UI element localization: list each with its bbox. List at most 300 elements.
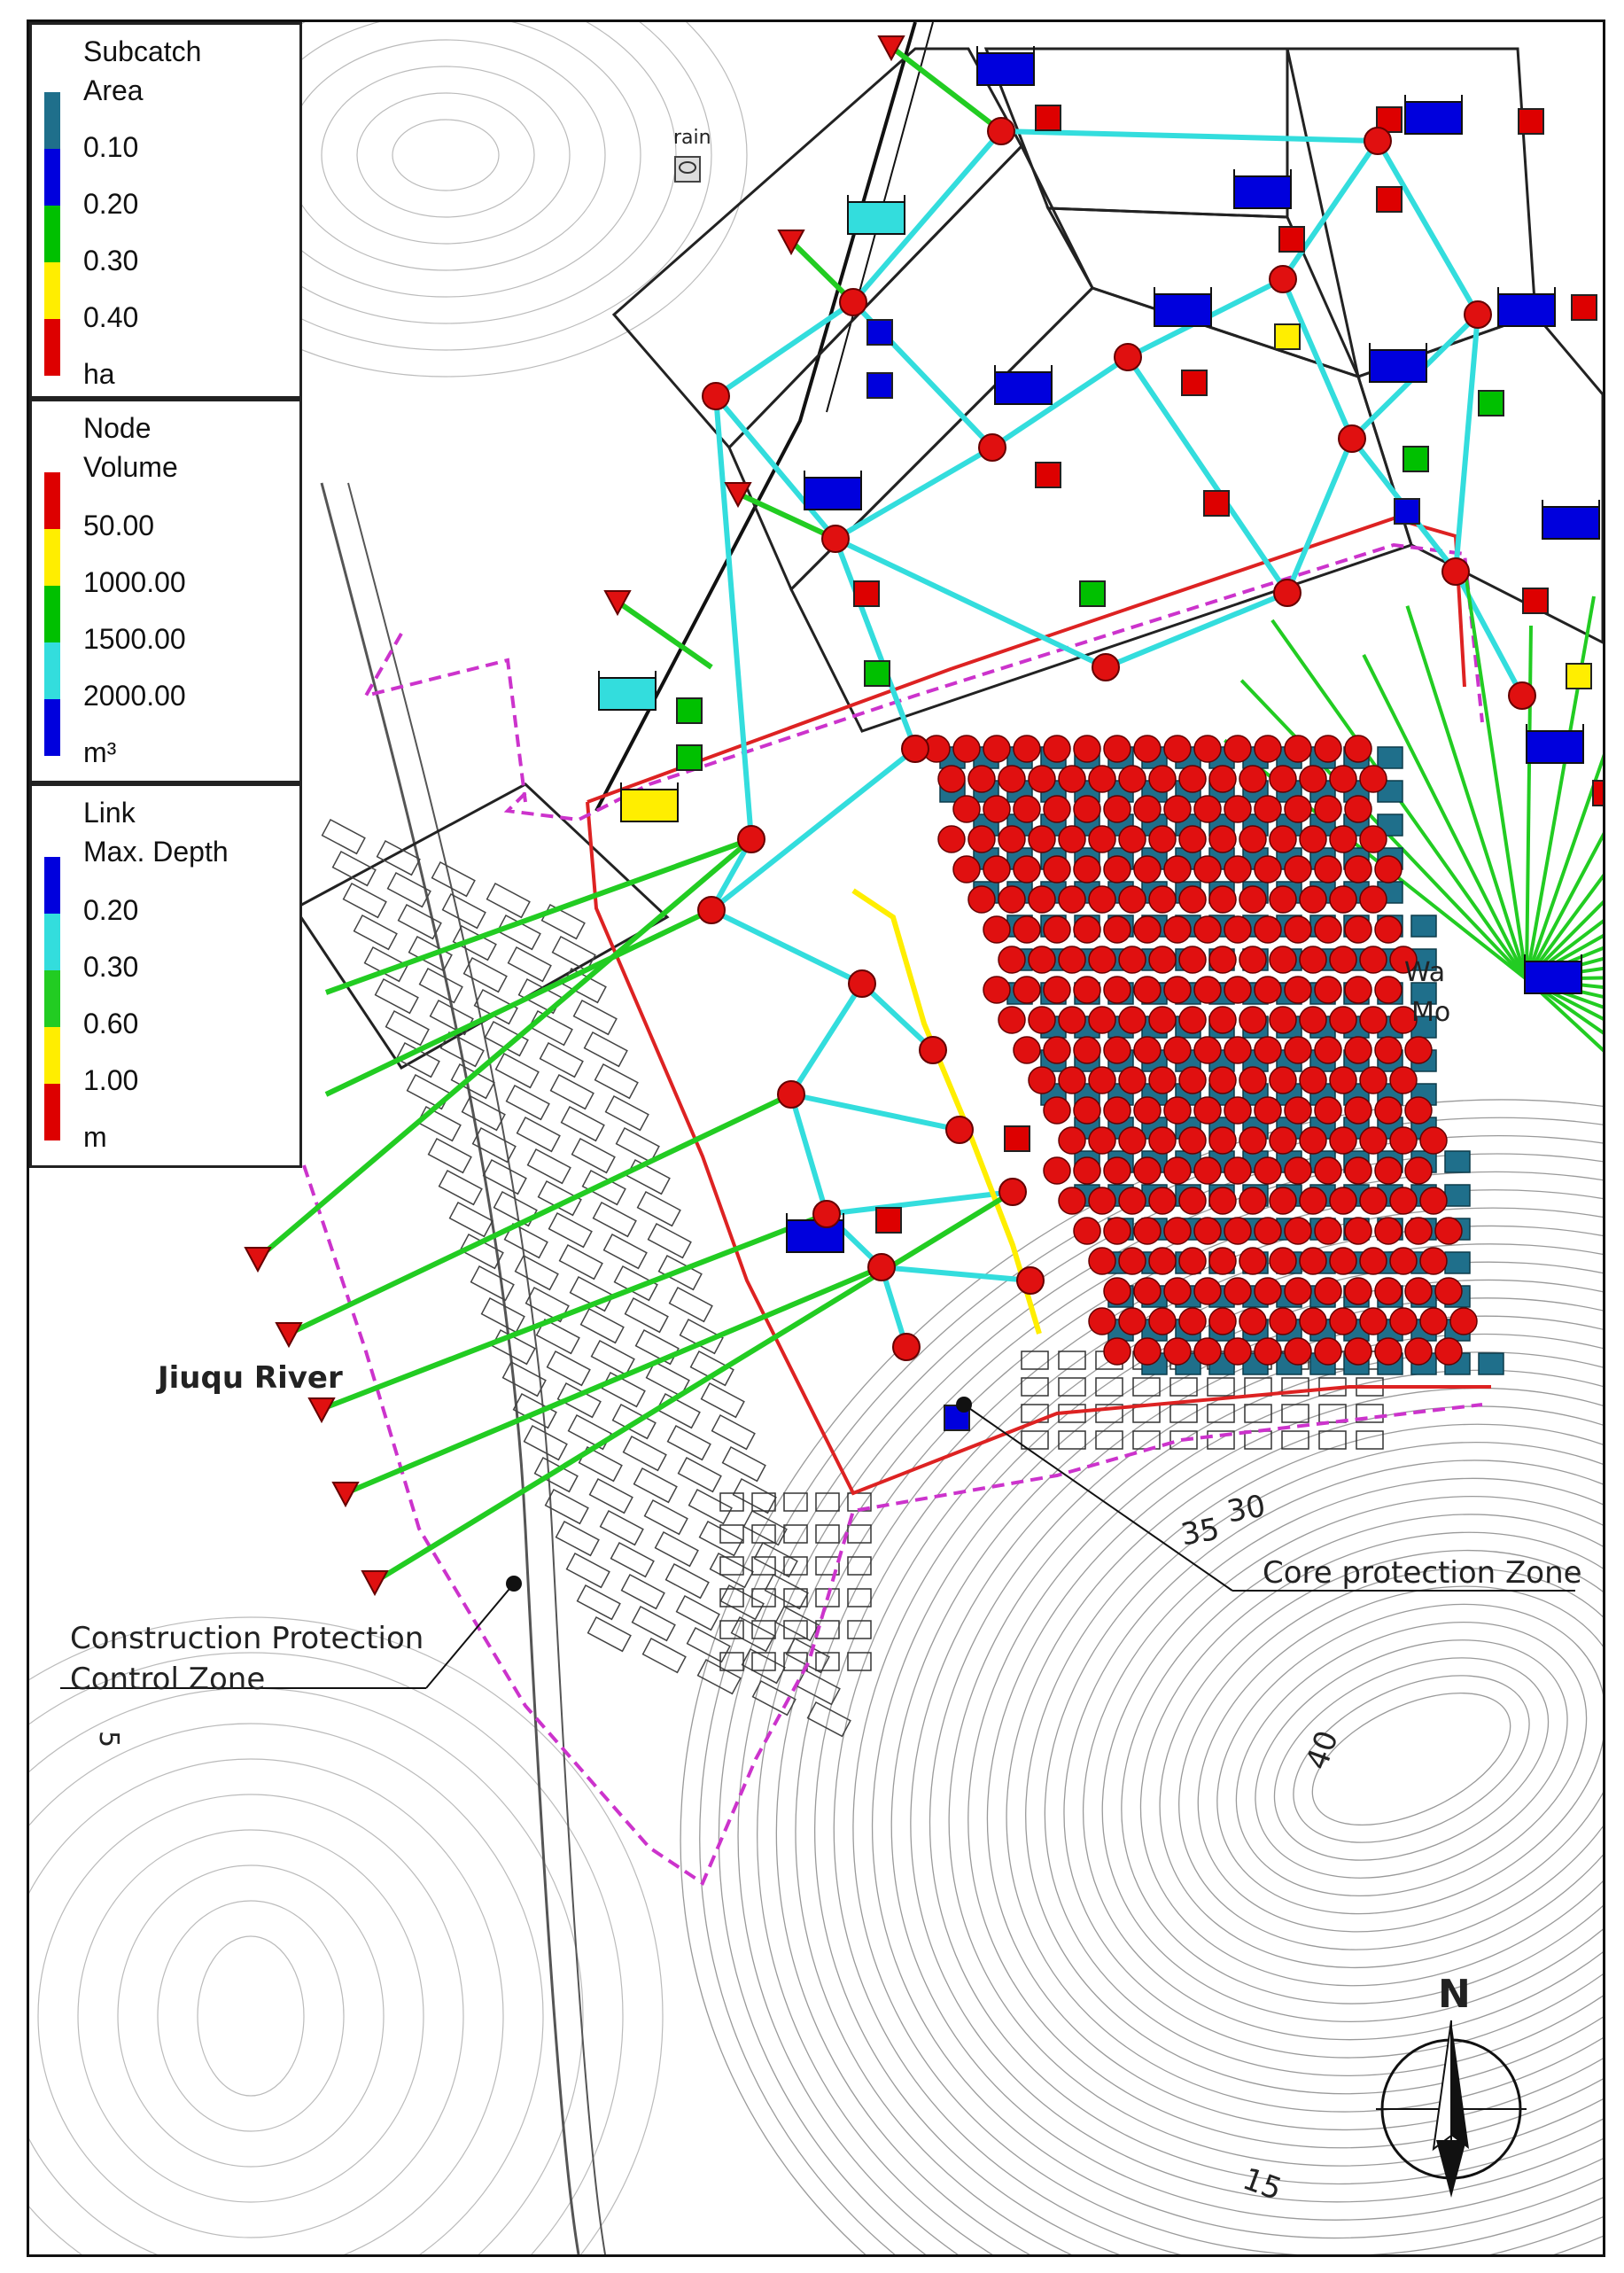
junction-node [1089,1067,1115,1094]
outfall-marker [362,1571,387,1594]
building [322,820,365,853]
green-conduit [326,910,711,1094]
legend-link-ramp [44,857,60,1140]
legend-node-title: Node [83,412,152,444]
junction-node [953,736,980,762]
junction-node [1104,1157,1131,1184]
junction-node [1315,736,1341,762]
junction-node [698,897,725,923]
north-label: N [1438,1972,1471,2017]
building [418,1107,461,1140]
junction-node [1315,916,1341,943]
junction-node [1044,736,1070,762]
subcatchment-square [1275,324,1300,349]
building [439,1171,482,1204]
junction-node [1339,425,1365,452]
junction-node [968,766,995,792]
subcatchment-square [1403,447,1428,471]
junction-node [1044,916,1070,943]
building [450,1203,493,1236]
junction-node [1014,856,1040,883]
junction-node [1119,1067,1146,1094]
junction-nodes [698,118,1535,1365]
contour-line [840,1228,1603,2254]
cyan-conduit [791,1094,960,1130]
junction-node [1089,1007,1115,1033]
green-conduit [346,1267,882,1493]
junction-node [1194,1218,1221,1244]
junction-node [1330,1007,1356,1033]
building [540,1043,583,1077]
contour-line [357,93,534,217]
green-conduit [1527,626,1531,979]
junction-node [1345,1218,1371,1244]
junction-node [1270,946,1296,973]
junction-node [1255,1338,1281,1365]
contour-label: 40 [1299,1725,1346,1775]
junction-node [1364,128,1391,154]
junction-node [1104,1097,1131,1124]
junction-node [1089,766,1115,792]
subcatchment-square [677,698,702,723]
junction-node [1164,916,1191,943]
building [712,1415,755,1449]
junction-node [1285,1338,1311,1365]
contour-line [198,1936,304,2096]
junction-node [1285,1218,1311,1244]
contour-line [286,40,605,270]
junction-node [1420,1308,1447,1335]
storage-unit [1234,176,1291,208]
legend-subcatch-title: Subcatch [83,35,202,67]
junction-node [1209,946,1236,973]
building [689,1490,732,1523]
construction-zone-label-line2: Control Zone [70,1662,266,1697]
junction-node [1179,766,1206,792]
legend-node-tick: 1500.00 [83,623,186,655]
junction-node [1104,796,1131,822]
green-conduit [326,839,751,992]
junction-node [1104,977,1131,1003]
outfall-marker [245,1248,270,1271]
building [720,1653,743,1670]
building [734,1479,776,1513]
cyan-conduit [1283,141,1378,279]
junction-node [1255,977,1281,1003]
junction-node [1149,1308,1176,1335]
junction-node [1285,736,1311,762]
building [752,1493,775,1511]
junction-node [1179,826,1206,852]
building [574,1000,617,1034]
block-outline [295,784,667,1068]
junction-node [1014,977,1040,1003]
building [643,1639,686,1672]
building [388,873,431,907]
building [484,1160,526,1194]
building [548,1351,590,1385]
junction-node [1255,1037,1281,1063]
building [702,1383,744,1417]
storage-unit [1498,294,1555,326]
subcatchment-square [1279,227,1304,252]
storage-unit [995,372,1052,404]
building [496,1054,539,1087]
junction-node [1330,1067,1356,1094]
subcatchment-square [1005,1126,1030,1151]
junction-node [998,946,1025,973]
contour-line [392,120,499,191]
contour-line [991,1374,1603,2144]
junction-node [1149,1248,1176,1274]
building [551,1075,594,1109]
legend-subcatch [29,22,302,399]
junction-node [1029,826,1055,852]
road-line [348,483,605,2254]
outfall-markers [245,36,904,1594]
building [590,1479,633,1513]
building [581,1309,624,1343]
junction-node [1330,886,1356,913]
building [1133,1378,1160,1396]
subcatchment-area [1445,1185,1470,1206]
junction-node [1285,1037,1311,1063]
building [649,1224,691,1257]
junction-node [1074,796,1100,822]
building [604,1234,647,1268]
building [595,1064,638,1098]
junction-node [1074,977,1100,1003]
subcatchment-area [1479,1353,1504,1374]
junction-node [1405,1338,1432,1365]
junction-node [1509,682,1535,709]
building [711,1553,753,1587]
contour-line [29,1759,503,2254]
contour-line [78,1830,423,2202]
junction-node [1330,1187,1356,1214]
junction-node [1315,977,1341,1003]
junction-node [968,826,995,852]
junction-node [1179,1127,1206,1154]
junction-node [1224,1097,1251,1124]
junction-node [1179,1308,1206,1335]
junction-node [1285,796,1311,822]
junction-node [1194,736,1221,762]
junction-node [1089,1187,1115,1214]
junction-node [1315,1157,1341,1184]
junction-node [953,796,980,822]
contour-line [1167,1545,1603,1973]
junction-node [1330,1248,1356,1274]
building [507,1086,549,1119]
junction-node [1390,1127,1417,1154]
junction-node [1164,796,1191,822]
junction-node [1134,736,1161,762]
building [626,1298,668,1332]
junction-node [1194,1157,1221,1184]
junction-node [1194,1278,1221,1304]
junction-node [1375,1157,1402,1184]
junction-node [1360,1127,1387,1154]
green-conduit [618,602,711,667]
junction-node [1209,766,1236,792]
outfall-marker [309,1398,334,1421]
junction-node [1315,796,1341,822]
junction-node [1119,1187,1146,1214]
contour-label: 35 [1177,1511,1223,1553]
junction-node [1300,1127,1326,1154]
junction-node [1285,916,1311,943]
junction-node [1134,1278,1161,1304]
junction-node [1239,1248,1266,1274]
legend-subcatch-tick: ha [83,358,115,390]
junction-node [1029,946,1055,973]
junction-node [1375,1278,1402,1304]
junction-node [1390,1248,1417,1274]
junction-node [1255,796,1281,822]
building [560,1245,602,1279]
junction-node [1270,1187,1296,1214]
junction-node [1149,1187,1176,1214]
junction-node [1179,946,1206,973]
building [344,884,386,917]
junction-node [1209,1067,1236,1094]
junction-node [1149,826,1176,852]
junction-node [1420,1248,1447,1274]
building [471,1266,514,1300]
legend-subcatch-ramp [44,92,60,376]
storage-unit [621,790,678,821]
junction-node [1270,886,1296,913]
junction-node [1300,1007,1326,1033]
subcatchment-square [1479,391,1504,416]
legend-link-tick: m [83,1121,107,1153]
storage-unit [804,478,861,510]
building [578,1585,620,1619]
junction-node [1345,1037,1371,1063]
junction-node [998,766,1025,792]
building [530,1011,572,1045]
building [452,1064,494,1098]
contour-line [865,1253,1603,2254]
building [723,1447,765,1481]
building [588,1617,631,1651]
junction-node [953,856,980,883]
road-line [322,483,579,2254]
junction-node [1360,826,1387,852]
junction-node [1360,1187,1387,1214]
building [776,1607,819,1640]
junction-node [1239,1187,1266,1214]
contour-line [38,1794,463,2238]
junction-node [1089,826,1115,852]
junction-node [1209,1127,1236,1154]
building [666,1564,709,1598]
junction-node [1360,1248,1387,1274]
junction-node [703,383,729,409]
junction-node [1014,916,1040,943]
building [638,1192,680,1226]
subcatchment-square [865,661,890,686]
junction-node [1164,1157,1191,1184]
junction-node [1270,1007,1296,1033]
junction-node [1119,1248,1146,1274]
junction-node [1194,856,1221,883]
junction-node [1315,856,1341,883]
building [386,1011,429,1045]
legend-subcatch-subtitle: Area [83,74,144,106]
junction-node [1224,736,1251,762]
junction-node [1164,1218,1191,1244]
junction-node [1059,1187,1085,1214]
junction-node [1059,886,1085,913]
legend-link-title: Link [83,797,136,829]
junction-node [999,1179,1026,1205]
junction-node [1209,1248,1236,1274]
legend-node [29,399,302,783]
control-zone-boundary [366,634,525,802]
junction-node [1315,1218,1341,1244]
cyan-conduit [716,396,835,539]
legend-link-subtitle: Max. Depth [83,836,229,868]
junction-node [1405,1278,1432,1304]
junction-node [1345,977,1371,1003]
junction-node [1179,886,1206,913]
junction-node [738,826,765,852]
junction-node [868,1254,895,1281]
junction-node [1104,736,1131,762]
junction-node [1194,977,1221,1003]
junction-node [1014,796,1040,822]
contour-line [1142,1520,1603,1997]
junction-node [1285,1097,1311,1124]
junction-node [983,796,1010,822]
junction-node [1104,1278,1131,1304]
subcatchment-square [1377,187,1402,212]
junction-node [1194,1338,1221,1365]
junction-node [1255,1218,1281,1244]
subcatchment-square [1572,295,1597,320]
cyan-conduit [711,910,862,984]
building [848,1621,871,1639]
junction-node [1405,1097,1432,1124]
junction-node [1014,1037,1040,1063]
junction-node [1059,766,1085,792]
junction-node [1149,946,1176,973]
junction-node [983,856,1010,883]
junction-node [1089,1308,1115,1335]
building [517,1117,560,1151]
junction-node [1345,1338,1371,1365]
rain-gage-icon[interactable] [675,157,700,182]
junction-node [998,1007,1025,1033]
subcatchment-square [867,373,892,398]
subcatchment-area [1445,1252,1470,1273]
junction-node [1119,886,1146,913]
junction-node [1270,826,1296,852]
junction-node [1179,1067,1206,1094]
storage-unit [977,53,1034,85]
junction-node [1044,1157,1070,1184]
junction-node [1179,1007,1206,1033]
junction-node [1360,1308,1387,1335]
junction-node [1224,1278,1251,1304]
building [601,1511,643,1545]
junction-node [1119,946,1146,973]
junction-node [1270,1127,1296,1154]
junction-node [1119,766,1146,792]
junction-node [1074,1037,1100,1063]
junction-node [1224,1218,1251,1244]
building [784,1621,807,1639]
junction-node [1345,796,1371,822]
junction-node [1285,856,1311,883]
cyan-conduit [1106,593,1287,667]
subcatchment-square [1519,109,1543,134]
green-conduit [289,1094,791,1334]
junction-node [1017,1267,1044,1294]
junction-node [1074,916,1100,943]
storage-unit [1525,961,1581,993]
junction-node [1255,856,1281,883]
contour-label: 15 [1238,2160,1286,2208]
building [556,1522,599,1555]
junction-node [946,1117,973,1143]
junction-node [1315,1097,1341,1124]
water-label-line2: Mo [1411,997,1451,1028]
building [611,1543,654,1576]
contour-line [1242,1617,1581,1901]
junction-node [1224,1037,1251,1063]
contour-line [1217,1593,1603,1926]
junction-node [1315,1278,1341,1304]
building [567,1553,610,1587]
legend-link-tick: 0.60 [83,1008,139,1039]
building [354,915,397,949]
subcatchment-square [854,581,879,606]
cyan-conduit [1456,315,1478,572]
junction-node [840,289,866,315]
junction-node [1239,1067,1266,1094]
junction-node [1239,1308,1266,1335]
junction-node [1059,1067,1085,1094]
building [549,1213,592,1247]
junction-node [1360,1067,1387,1094]
junction-node [1104,1037,1131,1063]
rain-gage-label: rain [673,127,711,149]
junction-node [1442,558,1469,585]
junction-node [1405,1157,1432,1184]
junction-node [1224,916,1251,943]
building [594,1203,636,1236]
junction-node [1029,886,1055,913]
subcatchment-square [1182,370,1207,395]
junction-node [1255,1097,1281,1124]
contour-line [158,1901,344,2131]
building [622,1575,664,1608]
junction-node [1089,1248,1115,1274]
green-conduit [258,839,751,1258]
junction-node [1209,1308,1236,1335]
junction-node [1089,1127,1115,1154]
outfall-marker [726,483,750,506]
junction-node [1194,1097,1221,1124]
building [376,979,418,1013]
junction-node [1074,736,1100,762]
junction-node [1194,1037,1221,1063]
junction-node [1255,736,1281,762]
building [1096,1378,1123,1396]
